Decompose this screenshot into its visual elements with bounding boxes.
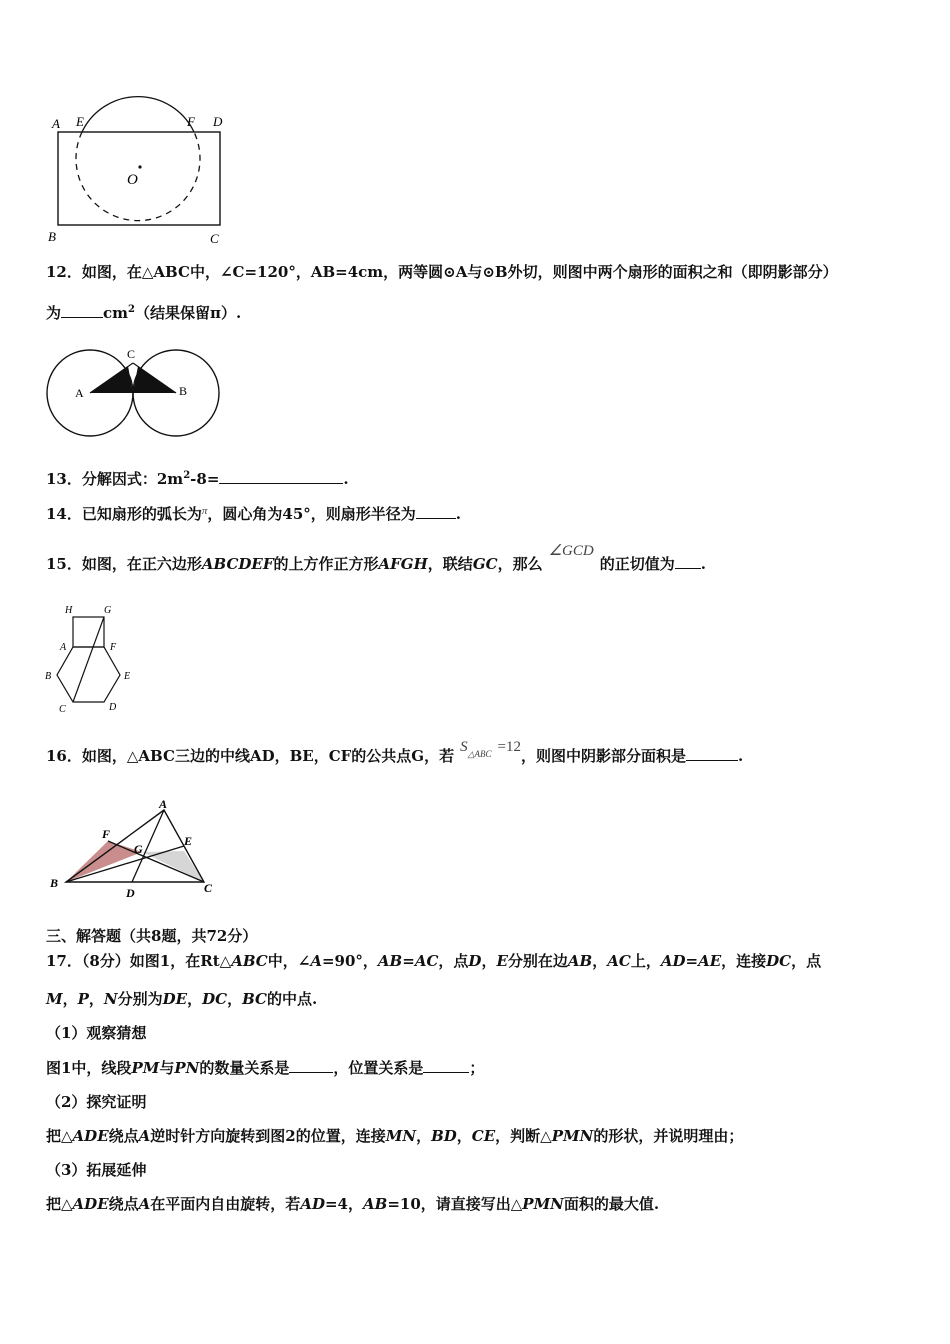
q14-pre: 14．已知扇形的弧长为 — [46, 505, 202, 523]
q17-p3-eq1: =4， — [324, 1195, 363, 1213]
label-g: G — [104, 605, 112, 616]
segment-gc — [73, 617, 104, 702]
q17-l1-tri: △ABC — [219, 952, 268, 970]
q17-l2-m: M — [46, 990, 63, 1008]
q17-p1-end: ； — [469, 1059, 485, 1077]
circle-solid-arc — [82, 97, 194, 132]
q17-l1-c1: ，点 — [438, 952, 469, 970]
label-f: F — [187, 114, 195, 129]
q17-l1-ang: ∠A — [297, 952, 322, 970]
label-c: C — [210, 231, 219, 246]
label-c: C — [127, 347, 136, 361]
answer-blank-14 — [416, 504, 456, 519]
q17-l2-c1: ， — [62, 990, 78, 1008]
q17-l1-eq3: = — [685, 952, 699, 970]
q17-p1-mid2: ，位置关系是 — [333, 1059, 424, 1077]
label-h: H — [65, 605, 73, 616]
q17-p3-eq2: =10，请直接写出△ — [387, 1195, 523, 1213]
q17-p3-pmn: PMN — [522, 1195, 564, 1213]
q17-p2-end: 的形状，并说明理由； — [593, 1127, 744, 1145]
label-a: A — [159, 797, 168, 811]
q17-l1-c2: ， — [481, 952, 497, 970]
q17-p1-mid: 的数量关系是 — [199, 1059, 290, 1077]
q17-l2-c6: 的中点. — [267, 990, 318, 1008]
q15-pre: 15．如图，在正六边形 — [46, 555, 202, 573]
question-14 — [46, 501, 461, 524]
label-e: E — [184, 834, 193, 848]
q17-l1-c7: ，点 — [791, 952, 822, 970]
q17-p2-ade: ADE — [72, 1127, 109, 1145]
question-13 — [46, 466, 349, 489]
label-c: C — [204, 881, 213, 895]
q17-part-1-text — [46, 1058, 484, 1078]
figure-two-circles — [44, 345, 224, 440]
q17-p1-and: 与 — [159, 1059, 175, 1077]
q17-part-2-text — [46, 1126, 743, 1146]
q12-sup: 2 — [128, 304, 135, 315]
label-b: B — [45, 671, 52, 682]
label-d: D — [109, 702, 117, 713]
q17-p1-pm: PM — [131, 1059, 160, 1077]
label-d: D — [126, 886, 135, 900]
q15-mid3: ，那么 — [497, 555, 543, 573]
q17-l1-ad: AD — [660, 952, 686, 970]
q12-unit: cm — [103, 304, 129, 322]
q17-l1-ac2: AC — [607, 952, 631, 970]
q17-l2-c4: ， — [187, 990, 203, 1008]
section-heading-3: 三、解答题（共8题，共72分） — [46, 927, 258, 945]
q15-end: . — [700, 555, 706, 573]
q17-p3-a: A — [138, 1195, 151, 1213]
q17-l1-c4: ， — [592, 952, 608, 970]
q17-p2-a1: 绕点 — [108, 1127, 139, 1145]
q14-end: . — [455, 505, 462, 523]
hexagon — [57, 647, 120, 702]
label-a: A — [60, 642, 67, 653]
q17-l2-bc: BC — [242, 990, 267, 1008]
q17-l2-c2: ， — [88, 990, 104, 1008]
question-12-line-1: 12．如图，在△ABC中，∠C=120°，AB=4cm，两等圆⊙A与⊙B外切，则图中两个扇形的面积之和（即阴影部分） — [46, 263, 838, 281]
answer-blank-17-1a — [289, 1058, 333, 1073]
q13-pre: 13．分解因式：2m — [46, 470, 184, 488]
label-e: E — [124, 671, 131, 682]
label-a: A — [52, 116, 60, 131]
q17-p2-c1: ， — [416, 1127, 432, 1145]
q15-mid2: ，联结 — [427, 555, 473, 573]
q12-post: （结果保留π）. — [135, 304, 242, 322]
q17-p2-c2: ， — [456, 1127, 472, 1145]
q17-l1-d: D — [468, 952, 482, 970]
figure-triangle-medians — [44, 798, 224, 903]
q17-p3-a1: 绕点 — [108, 1195, 139, 1213]
q17-p3-ade: ADE — [72, 1195, 109, 1213]
q17-p2-ce: CE — [471, 1127, 496, 1145]
q17-p2-bd: BD — [431, 1127, 457, 1145]
q15-square: AFGH — [378, 555, 428, 573]
q17-l2-dc: DC — [202, 990, 228, 1008]
q17-l2-de: DE — [162, 990, 188, 1008]
q17-l1-c5: 上， — [630, 952, 661, 970]
q17-l2-c5: ， — [227, 990, 243, 1008]
q17-l1-ac: AC — [414, 952, 439, 970]
q17-l1-mid: 中， — [267, 952, 298, 970]
q17-p3-mid: 在平面内自由旋转，若 — [150, 1195, 301, 1213]
q16-s: S — [460, 739, 468, 755]
q17-l1-c6: ，连接 — [721, 952, 767, 970]
q17-part-2-heading: （2）探究证明 — [46, 1093, 147, 1111]
q17-p2-mn: MN — [385, 1127, 417, 1145]
q17-p2-pmn: PMN — [551, 1127, 594, 1145]
q16-end: . — [738, 747, 744, 765]
q15-angle: ∠GCD — [548, 543, 594, 559]
q17-l1-pre: 17．（8分）如图1，在Rt — [46, 952, 220, 970]
q17-part-1-heading: （1）观察猜想 — [46, 1024, 147, 1042]
q17-part-3-text — [46, 1194, 659, 1214]
q17-l1-e: E — [496, 952, 508, 970]
label-b: B — [50, 876, 59, 890]
q16-post: ，则图中阴影部分面积是 — [521, 747, 687, 765]
answer-blank-15 — [675, 554, 701, 569]
q15-segment: GC — [472, 555, 498, 573]
q17-l1-ab2: AB — [567, 952, 593, 970]
answer-blank-16 — [686, 746, 738, 761]
q16-sub: △ABC — [467, 749, 492, 759]
label-b: B — [179, 384, 188, 398]
q17-l1-c3: 分别在边 — [507, 952, 568, 970]
q16-formula — [460, 737, 521, 764]
q17-l2-c3: 分别为 — [117, 990, 163, 1008]
label-g: G — [134, 842, 143, 856]
label-c: C — [59, 704, 66, 715]
q17-l2-n: N — [103, 990, 118, 1008]
q15-hexagon: ABCDEF — [201, 555, 274, 573]
q17-p3-end: 面积的最大值. — [563, 1195, 660, 1213]
q16-eq: =12 — [497, 739, 521, 755]
q17-p2-a: A — [138, 1127, 151, 1145]
q13-post: -8= — [190, 470, 220, 488]
label-o: O — [127, 172, 138, 188]
label-d: D — [213, 114, 223, 129]
q17-p2-mid: 逆时针方向旋转到图2的位置，连接 — [150, 1127, 386, 1145]
q15-post: 的正切值为 — [599, 555, 675, 573]
q17-p1-pre: 图1中，线段 — [46, 1059, 132, 1077]
shaded-region-bgf — [66, 841, 142, 882]
q12-pre: 为 — [46, 304, 62, 322]
q14-post: ，圆心角为45°，则扇形半径为 — [207, 505, 416, 523]
q15-mid1: 的上方作正方形 — [273, 555, 379, 573]
label-e: E — [76, 114, 84, 129]
q17-l2-p: P — [77, 990, 89, 1008]
figure-rectangle-circle — [44, 104, 244, 249]
answer-blank-17-1b — [423, 1058, 469, 1073]
question-15 — [46, 543, 706, 575]
q16-pre: 16．如图，△ABC三边的中线AD，BE，CF的公共点G，若 — [46, 747, 455, 765]
q17-p2-c3: ，判断△ — [495, 1127, 552, 1145]
center-dot — [138, 165, 141, 168]
q17-l1-eq1: =90°， — [321, 952, 378, 970]
q13-end: . — [343, 470, 349, 488]
question-17-line-2 — [46, 989, 317, 1009]
q17-p3-ad: AD — [300, 1195, 325, 1213]
label-a: A — [75, 386, 84, 400]
label-b: B — [48, 229, 56, 244]
q17-part-3-heading: （3）拓展延伸 — [46, 1161, 147, 1179]
question-16 — [46, 739, 744, 774]
circle-dashed-arc — [76, 132, 200, 221]
q17-p3-ab: AB — [362, 1195, 388, 1213]
q17-l1-ab: AB — [377, 952, 403, 970]
label-f: F — [110, 642, 117, 653]
q17-p2-pre: 把△ — [46, 1127, 73, 1145]
q17-p3-pre: 把△ — [46, 1195, 73, 1213]
answer-blank-13 — [219, 469, 343, 484]
question-12-line-2 — [46, 300, 241, 323]
q13-sup: 2 — [183, 470, 191, 481]
question-17-line-1 — [46, 951, 821, 971]
q17-l1-eq2: = — [402, 952, 415, 970]
q14-pi: π — [201, 505, 208, 517]
label-f: F — [102, 827, 111, 841]
q17-p1-pn: PN — [174, 1059, 200, 1077]
q17-l1-ae: AE — [698, 952, 722, 970]
rectangle — [58, 132, 220, 225]
answer-blank-12 — [61, 303, 103, 318]
square — [73, 617, 104, 647]
figure-hexagon-square — [40, 600, 140, 715]
q17-l1-dc: DC — [766, 952, 792, 970]
